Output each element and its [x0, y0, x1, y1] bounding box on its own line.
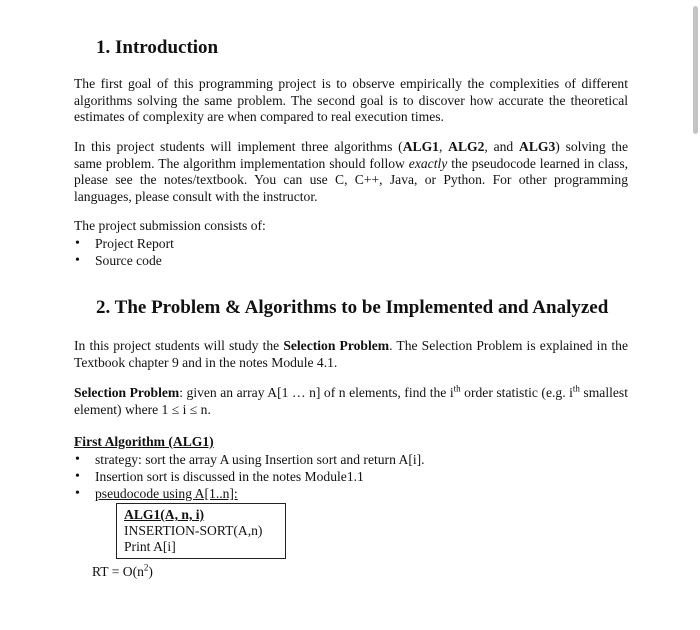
list-item: • Source code — [74, 252, 174, 269]
pseudocode-line: INSERTION-SORT(A,n) — [124, 523, 263, 538]
list-item: • Insertion sort is discussed in the notes Module1.1 — [74, 468, 425, 485]
running-time: RT = $O(n^2)$ — [92, 562, 153, 579]
section-1-heading: 1. Introduction — [96, 37, 219, 58]
scrollbar-thumb[interactable] — [693, 6, 698, 134]
pseudocode-title: ALG1(A, n, i) — [124, 507, 205, 522]
first-algorithm-heading: First Algorithm (ALG1) — [74, 434, 214, 449]
problem-paragraph-2: Selection Problem: given an array A[1 … n] of n elements, find the $i^{th}$ order statistic (e.g. $i^{th}$ smallest element) where 1 ≤ i ≤ n. — [74, 383, 628, 417]
problem-paragraph-1: In this project students will study the Selection Problem. The Selection Problem is explained in the Textbook chapter 9 and in the notes Module 4.1. — [74, 338, 628, 370]
submission-list — [74, 235, 174, 269]
algorithm-1-list — [74, 451, 425, 502]
list-item: • Project Report — [74, 235, 174, 252]
list-item: • strategy: sort the array A using Insertion sort and return A[i]. — [74, 451, 425, 468]
pseudocode-box — [116, 503, 286, 559]
intro-paragraph-1: The first goal of this programming project is to observe empirically the complexities of different algorithms solving the same problem. The second goal is to discover how accurate the theoretical estimates of complexity are when compared to real execution times. — [74, 76, 628, 124]
list-item: • pseudocode using A[1..n]: — [74, 485, 425, 502]
pseudocode-line: Print A[i] — [124, 539, 176, 554]
intro-paragraph-2: In this project students will implement three algorithms (ALG1, ALG2, and ALG3) solving the same problem. The algorithm implementation should follow exactly the pseudocode learned in class, please see the notes/textbook. You can use C, C++, Java, or Python. For other programming languages, please consult with the instructor. — [74, 139, 629, 204]
section-2-heading: 2. The Problem & Algorithms to be Implemented and Analyzed — [96, 297, 609, 318]
submission-label: The project submission consists of: — [74, 218, 266, 233]
scrollbar[interactable] — [690, 0, 700, 630]
